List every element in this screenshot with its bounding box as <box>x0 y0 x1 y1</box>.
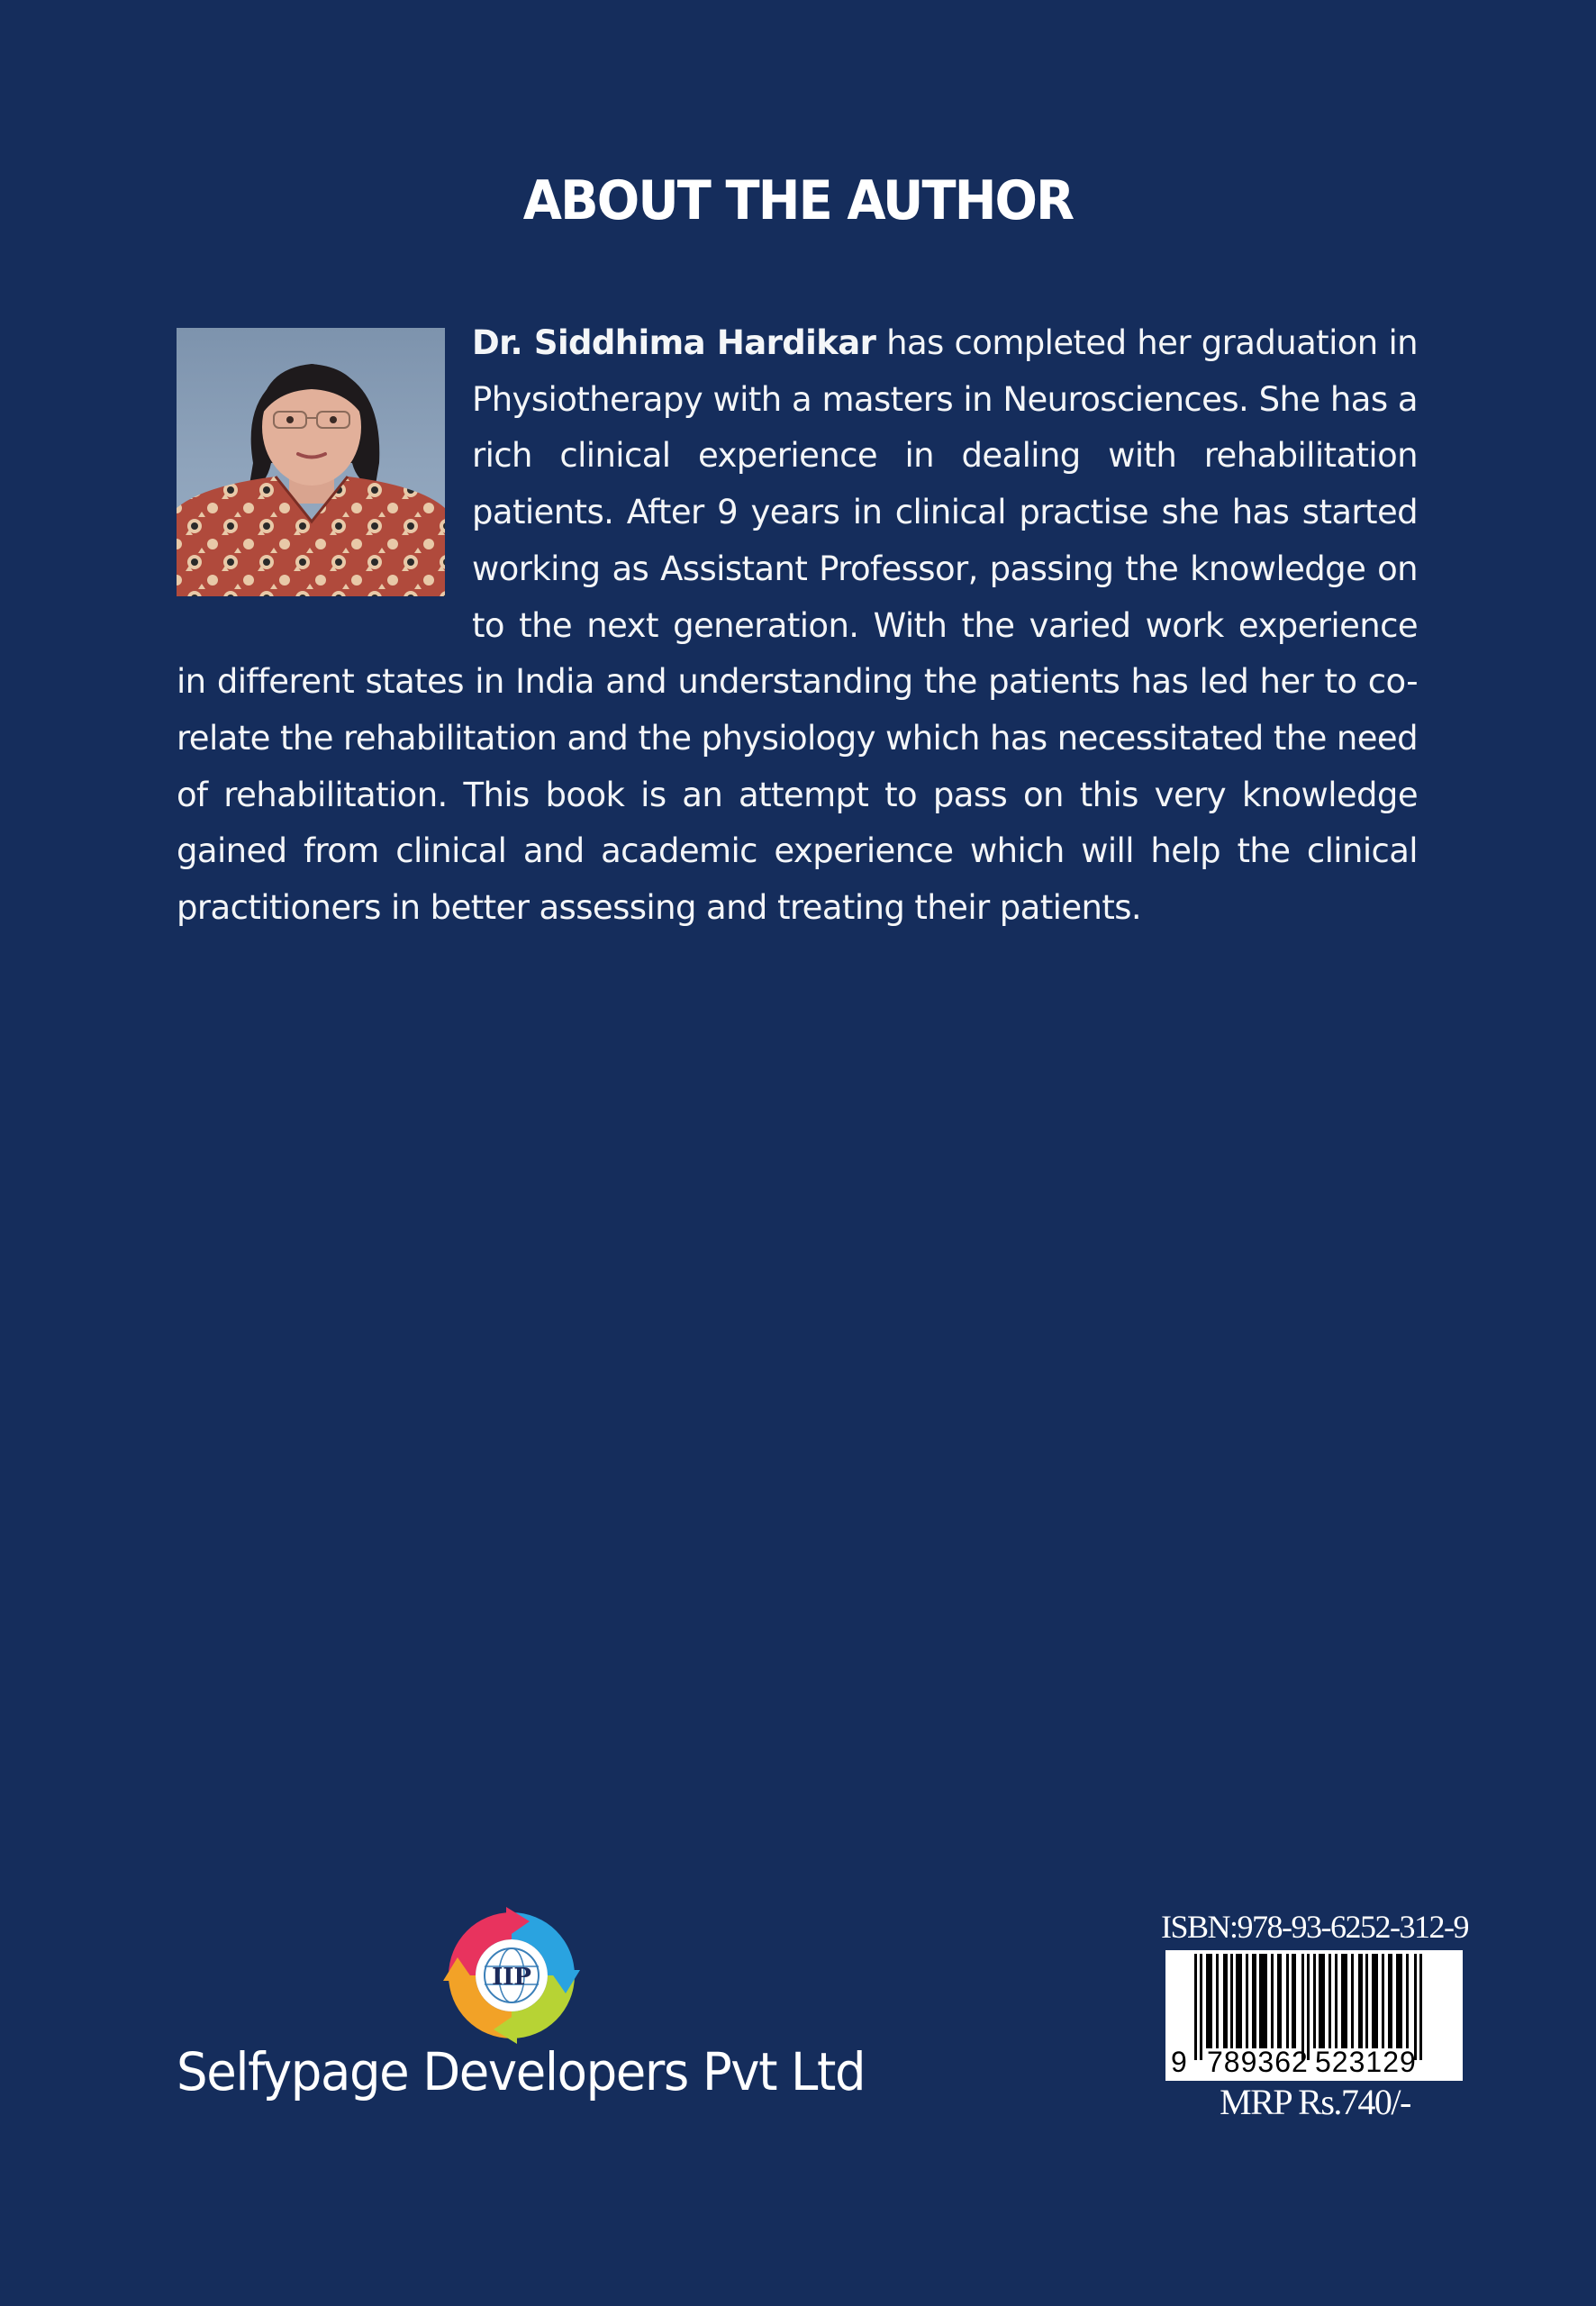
author-photo <box>177 328 445 596</box>
svg-text:IIP: IIP <box>492 1964 531 1991</box>
price-label: MRP Rs.740/- <box>1220 2082 1410 2122</box>
barcode <box>1165 1950 1463 2081</box>
author-name: Dr. Siddhima Hardikar <box>472 323 876 362</box>
barcode-digit-first: 9 <box>1171 2046 1187 2078</box>
barcode-digits-right: 523129 <box>1315 2046 1417 2078</box>
iip-logo-icon <box>443 1907 580 2044</box>
author-bio-text: has completed her graduation in Physiotherapy with a masters in Neurosciences. She has a rich clinical experience in dealing with rehabilitation patients. After 9 years in clinical practise she has started working as Assistant Professor, passing the knowledge on to the next generation. With the varied work experience in different states in India and understanding the patients has led her to co-relate the rehabilitation and the physiology which has necessitated the need of rehabilitation. This book is an attempt to pass on this very knowledge gained from clinical and academic experience which will help the clinical practitioners in better assessing and treating their patients. <box>177 323 1419 928</box>
isbn-label: ISBN:978-93-6252-312-9 <box>1161 1909 1468 1945</box>
page-title: ABOUT THE AUTHOR <box>522 169 1074 232</box>
publisher-logo <box>443 1907 580 2044</box>
author-bio <box>177 315 1418 937</box>
barcode-digits-left: 789362 <box>1207 2046 1309 2078</box>
publisher-name: Selfypage Developers Pvt Ltd <box>177 2041 866 2102</box>
